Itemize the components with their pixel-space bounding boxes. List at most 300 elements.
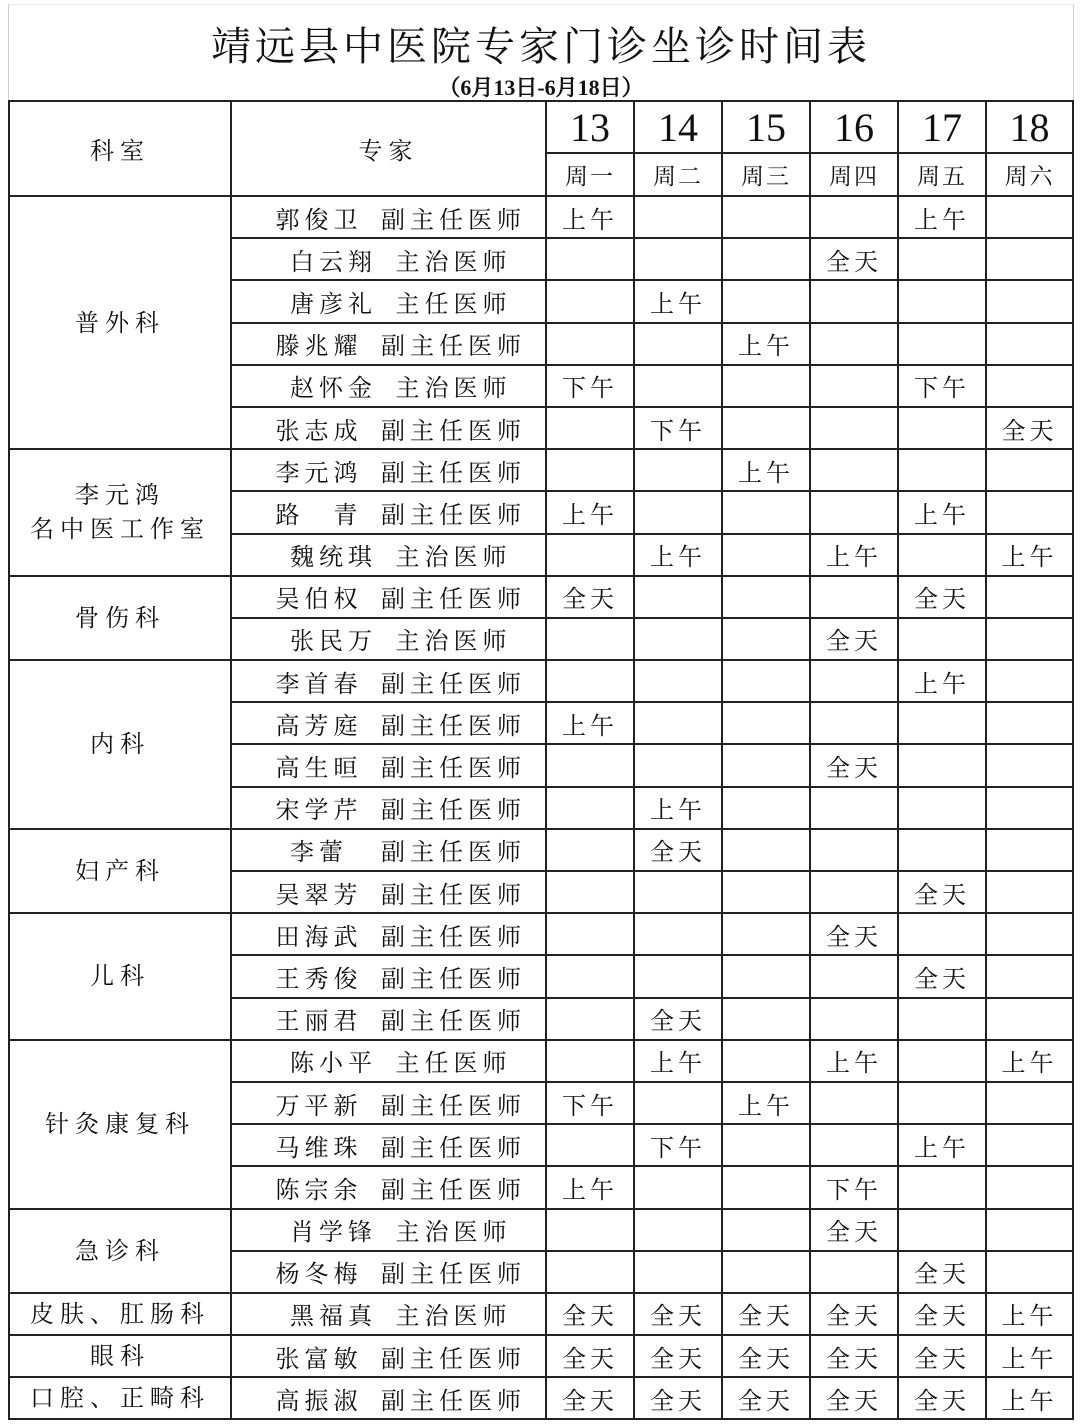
expert-cell [231,871,546,913]
schedule-cell [722,407,810,449]
schedule-cell [634,955,722,997]
expert-cell [231,660,546,702]
doctor-name: 杨冬梅 [275,1260,363,1289]
doctor-title: 副主任医师 [381,754,526,783]
doctor-title: 副主任医师 [381,458,526,487]
schedule-cell: 上午 [546,196,634,238]
schedule-cell [546,1124,634,1166]
schedule-table [8,100,1074,1420]
doctor-name: 高芳庭 [275,711,363,740]
expert-cell [231,576,546,618]
schedule-cell: 全天 [898,1251,986,1293]
schedule-cell: 上午 [898,491,986,533]
expert-cell [231,702,546,744]
table-row [9,660,1073,702]
schedule-cell: 全天 [810,1293,898,1335]
doctor-name: 高振淑 [275,1386,363,1415]
schedule-cell: 下午 [634,407,722,449]
page-title: 靖远县中医院专家门诊坐诊时间表 [211,24,871,70]
schedule-cell [986,787,1073,829]
schedule-cell: 全天 [546,576,634,618]
doctor-name: 路 青 [275,500,363,529]
doctor-name: 张富敏 [275,1344,363,1373]
schedule-cell: 上午 [810,1040,898,1082]
table-row [9,449,1073,491]
schedule-cell [722,1040,810,1082]
schedule-cell [898,1040,986,1082]
doctor-title: 副主任医师 [381,922,526,951]
table-row [9,1377,1073,1419]
department-cell: 普外科 [9,196,231,449]
department-cell: 眼科 [9,1335,231,1377]
schedule-cell [722,365,810,407]
doctor-title: 副主任医师 [381,880,526,909]
doctor-name: 李元鸿 [275,458,363,487]
expert-cell [231,280,546,322]
schedule-cell: 下午 [810,1166,898,1208]
schedule-cell [722,998,810,1040]
table-row [9,196,1073,238]
schedule-cell [898,787,986,829]
schedule-cell [546,1040,634,1082]
schedule-cell: 上午 [722,1082,810,1124]
schedule-cell [986,323,1073,365]
department-name-line: 李元鸿 [75,481,165,510]
schedule-cell [546,618,634,660]
schedule-cell: 全天 [546,1293,634,1335]
doctor-name: 万平新 [275,1091,363,1120]
doctor-name: 高生晅 [275,754,363,783]
schedule-cell: 全天 [546,1335,634,1377]
table-row [9,1335,1073,1377]
expert-cell [231,491,546,533]
schedule-cell [546,998,634,1040]
doctor-name: 李首春 [275,669,363,698]
schedule-cell [634,365,722,407]
doctor-name: 魏统琪 [290,543,377,572]
schedule-cell [546,871,634,913]
schedule-cell [898,998,986,1040]
schedule-cell [810,1082,898,1124]
expert-cell [231,238,546,280]
schedule-cell [810,196,898,238]
schedule-cell [634,660,722,702]
expert-cell [231,618,546,660]
doctor-name: 王丽君 [275,1007,363,1036]
department-cell: 急诊科 [9,1209,231,1293]
schedule-cell [634,618,722,660]
department-name-line: 名中医工作室 [30,515,210,544]
expert-cell [231,449,546,491]
schedule-cell [722,744,810,786]
schedule-cell: 上午 [634,787,722,829]
column-header-weekday: 周六 [986,153,1073,196]
schedule-cell [722,787,810,829]
doctor-title: 主治医师 [395,374,512,403]
department-cell [9,449,231,576]
expert-cell [231,1124,546,1166]
schedule-cell [722,871,810,913]
schedule-cell: 上午 [898,660,986,702]
expert-cell [231,913,546,955]
schedule-cell: 全天 [634,1293,722,1335]
schedule-cell: 上午 [546,702,634,744]
schedule-cell: 全天 [810,1335,898,1377]
doctor-title: 副主任医师 [381,838,526,867]
expert-cell [231,1166,546,1208]
doctor-title: 主任医师 [395,1049,512,1078]
schedule-cell: 全天 [722,1293,810,1335]
schedule-cell: 全天 [898,576,986,618]
schedule-cell [546,323,634,365]
column-header-weekday: 周一 [546,153,634,196]
doctor-title: 副主任医师 [381,1386,526,1415]
schedule-cell [810,491,898,533]
schedule-cell [722,1124,810,1166]
schedule-cell [634,1166,722,1208]
doctor-title: 副主任医师 [381,796,526,825]
schedule-cell [722,829,810,871]
date-range: （6月13日-6月18日） [438,75,644,100]
schedule-cell: 下午 [898,365,986,407]
schedule-cell: 全天 [722,1377,810,1419]
schedule-cell [810,365,898,407]
schedule-cell [898,618,986,660]
doctor-title: 副主任医师 [381,416,526,445]
schedule-cell [898,744,986,786]
schedule-cell [986,744,1073,786]
schedule-cell [546,534,634,576]
schedule-cell: 全天 [722,1335,810,1377]
schedule-cell: 下午 [634,1124,722,1166]
schedule-cell [986,576,1073,618]
column-header-date: 14 [634,101,722,153]
doctor-name: 吴伯权 [275,585,363,614]
expert-cell [231,407,546,449]
doctor-name: 宋学芹 [275,796,363,825]
doctor-name: 张民万 [290,627,377,656]
schedule-cell: 下午 [546,365,634,407]
expert-cell [231,1251,546,1293]
doctor-title: 副主任医师 [381,205,526,234]
schedule-cell [546,829,634,871]
schedule-cell [898,829,986,871]
schedule-cell [898,1082,986,1124]
schedule-cell [810,998,898,1040]
schedule-cell [986,280,1073,322]
expert-cell [231,323,546,365]
column-header-date: 17 [898,101,986,153]
schedule-cell [810,871,898,913]
schedule-cell [898,913,986,955]
schedule-cell [986,1082,1073,1124]
schedule-cell [546,660,634,702]
schedule-cell [810,323,898,365]
table-row [9,576,1073,618]
schedule-cell [986,660,1073,702]
schedule-cell: 全天 [810,744,898,786]
schedule-cell [986,365,1073,407]
doctor-name: 张志成 [275,416,363,445]
expert-cell [231,1082,546,1124]
schedule-cell [898,1166,986,1208]
doctor-title: 副主任医师 [381,500,526,529]
schedule-cell [810,1251,898,1293]
schedule-cell [634,491,722,533]
schedule-cell [810,449,898,491]
schedule-cell: 全天 [898,955,986,997]
table-row [9,1293,1073,1335]
doctor-name: 陈宗余 [275,1175,363,1204]
column-header-department: 科室 [9,101,231,196]
doctor-name: 黑福真 [290,1302,377,1331]
schedule-cell [634,238,722,280]
table-row [9,1040,1073,1082]
schedule-cell: 上午 [898,1124,986,1166]
expert-cell [231,744,546,786]
schedule-cell: 全天 [634,998,722,1040]
schedule-cell [986,1209,1073,1251]
schedule-cell: 全天 [634,1377,722,1419]
schedule-cell [986,491,1073,533]
schedule-cell: 下午 [546,1082,634,1124]
schedule-cell [722,576,810,618]
expert-cell [231,998,546,1040]
schedule-cell: 上午 [986,1335,1073,1377]
department-cell: 针灸康复科 [9,1040,231,1209]
schedule-cell [634,323,722,365]
doctor-name: 唐彦礼 [290,289,377,318]
schedule-cell [986,196,1073,238]
schedule-cell [986,955,1073,997]
schedule-cell: 上午 [546,1166,634,1208]
schedule-cell [722,955,810,997]
schedule-cell [634,449,722,491]
schedule-cell: 全天 [898,871,986,913]
table-row [9,829,1073,871]
schedule-cell [898,702,986,744]
doctor-title: 主治医师 [395,1302,512,1331]
doctor-name: 滕兆耀 [275,332,363,361]
schedule-cell: 上午 [986,1377,1073,1419]
doctor-title: 主治医师 [395,543,512,572]
schedule-cell [810,407,898,449]
schedule-cell: 上午 [986,1293,1073,1335]
schedule-cell [810,702,898,744]
schedule-cell [722,1251,810,1293]
column-header-date: 16 [810,101,898,153]
schedule-cell [546,449,634,491]
department-cell: 内科 [9,660,231,829]
schedule-cell [898,449,986,491]
schedule-cell [722,238,810,280]
schedule-cell: 上午 [546,491,634,533]
schedule-cell [634,1082,722,1124]
schedule-cell: 全天 [634,829,722,871]
doctor-title: 主任医师 [395,289,512,318]
expert-cell [231,1293,546,1335]
department-cell: 儿科 [9,913,231,1040]
schedule-cell [810,1124,898,1166]
doctor-title: 主治医师 [395,627,512,656]
schedule-cell [898,323,986,365]
schedule-cell [810,955,898,997]
schedule-cell: 全天 [898,1335,986,1377]
doctor-title: 副主任医师 [381,1260,526,1289]
schedule-cell [986,829,1073,871]
title-block [8,4,1074,101]
schedule-cell [810,787,898,829]
expert-cell [231,196,546,238]
doctor-name: 郭俊卫 [275,205,363,234]
schedule-cell [634,744,722,786]
department-cell: 皮肤、肛肠科 [9,1293,231,1335]
schedule-cell: 全天 [810,1377,898,1419]
schedule-cell [722,702,810,744]
header-row-dates [9,101,1073,153]
doctor-title: 副主任医师 [381,1133,526,1162]
doctor-title: 副主任医师 [381,711,526,740]
schedule-cell [722,660,810,702]
schedule-cell [634,576,722,618]
schedule-cell [810,660,898,702]
department-cell: 妇产科 [9,829,231,913]
column-header-weekday: 周二 [634,153,722,196]
schedule-cell: 上午 [986,1040,1073,1082]
department-cell: 骨伤科 [9,576,231,660]
expert-cell [231,1040,546,1082]
schedule-cell: 上午 [722,449,810,491]
doctor-title: 副主任医师 [381,1344,526,1373]
doctor-name: 田海武 [275,922,363,951]
schedule-cell [810,829,898,871]
schedule-cell [546,1251,634,1293]
schedule-cell: 全天 [898,1293,986,1335]
schedule-cell [898,238,986,280]
doctor-name: 白云翔 [290,247,377,276]
schedule-cell [986,1124,1073,1166]
schedule-cell [634,913,722,955]
schedule-cell [722,534,810,576]
schedule-cell [722,280,810,322]
schedule-cell: 全天 [546,1377,634,1419]
schedule-cell [986,998,1073,1040]
schedule-cell [986,913,1073,955]
schedule-cell [546,744,634,786]
doctor-title: 副主任医师 [381,669,526,698]
doctor-title: 主治医师 [395,1218,512,1247]
schedule-cell [634,702,722,744]
expert-cell [231,1209,546,1251]
schedule-cell: 上午 [634,534,722,576]
schedule-cell [722,1209,810,1251]
table-row [9,913,1073,955]
schedule-cell [722,491,810,533]
schedule-cell [634,1209,722,1251]
expert-cell [231,365,546,407]
schedule-cell [546,407,634,449]
department-cell: 口腔、正畸科 [9,1377,231,1419]
schedule-cell [722,618,810,660]
schedule-cell [722,1166,810,1208]
schedule-cell [986,702,1073,744]
schedule-cell: 上午 [898,196,986,238]
schedule-cell [898,407,986,449]
schedule-cell: 全天 [810,913,898,955]
doctor-name: 陈小平 [290,1049,377,1078]
schedule-cell: 全天 [634,1335,722,1377]
schedule-cell [986,1251,1073,1293]
schedule-cell [898,1209,986,1251]
doctor-title: 副主任医师 [381,964,526,993]
table-row [9,1209,1073,1251]
schedule-cell [986,871,1073,913]
doctor-title: 副主任医师 [381,1007,526,1036]
doctor-name: 赵怀金 [290,374,377,403]
schedule-cell [546,913,634,955]
schedule-cell [722,913,810,955]
column-header-date: 13 [546,101,634,153]
column-header-expert: 专家 [231,101,546,196]
schedule-cell [986,449,1073,491]
schedule-cell: 全天 [810,1209,898,1251]
schedule-cell [810,576,898,618]
doctor-title: 副主任医师 [381,1091,526,1120]
expert-cell [231,534,546,576]
schedule-cell [898,534,986,576]
schedule-cell [634,871,722,913]
column-header-weekday: 周四 [810,153,898,196]
schedule-cell: 上午 [634,1040,722,1082]
schedule-cell: 上午 [986,534,1073,576]
schedule-cell [986,238,1073,280]
expert-cell [231,787,546,829]
schedule-cell [546,787,634,829]
column-header-date: 18 [986,101,1073,153]
schedule-cell: 全天 [898,1377,986,1419]
doctor-name: 吴翠芳 [275,880,363,909]
schedule-cell: 上午 [722,323,810,365]
schedule-cell [546,238,634,280]
schedule-cell [810,280,898,322]
schedule-cell [546,280,634,322]
schedule-cell [986,618,1073,660]
schedule-cell [634,1251,722,1293]
schedule-cell [546,1209,634,1251]
expert-cell [231,1377,546,1419]
doctor-name: 肖学锋 [290,1218,377,1247]
doctor-name: 马维珠 [275,1133,363,1162]
schedule-body [9,196,1073,1419]
expert-cell [231,829,546,871]
doctor-title: 副主任医师 [381,332,526,361]
schedule-cell: 全天 [810,238,898,280]
schedule-cell: 全天 [986,407,1073,449]
doctor-title: 主治医师 [395,247,512,276]
schedule-cell: 全天 [810,618,898,660]
expert-cell [231,955,546,997]
column-header-date: 15 [722,101,810,153]
doctor-name: 李蕾 [290,838,348,867]
column-header-weekday: 周五 [898,153,986,196]
schedule-cell [986,1166,1073,1208]
schedule-cell [634,196,722,238]
doctor-name: 王秀俊 [275,964,363,993]
schedule-cell [722,196,810,238]
schedule-cell: 上午 [810,534,898,576]
doctor-title: 副主任医师 [381,1175,526,1204]
expert-cell [231,1335,546,1377]
